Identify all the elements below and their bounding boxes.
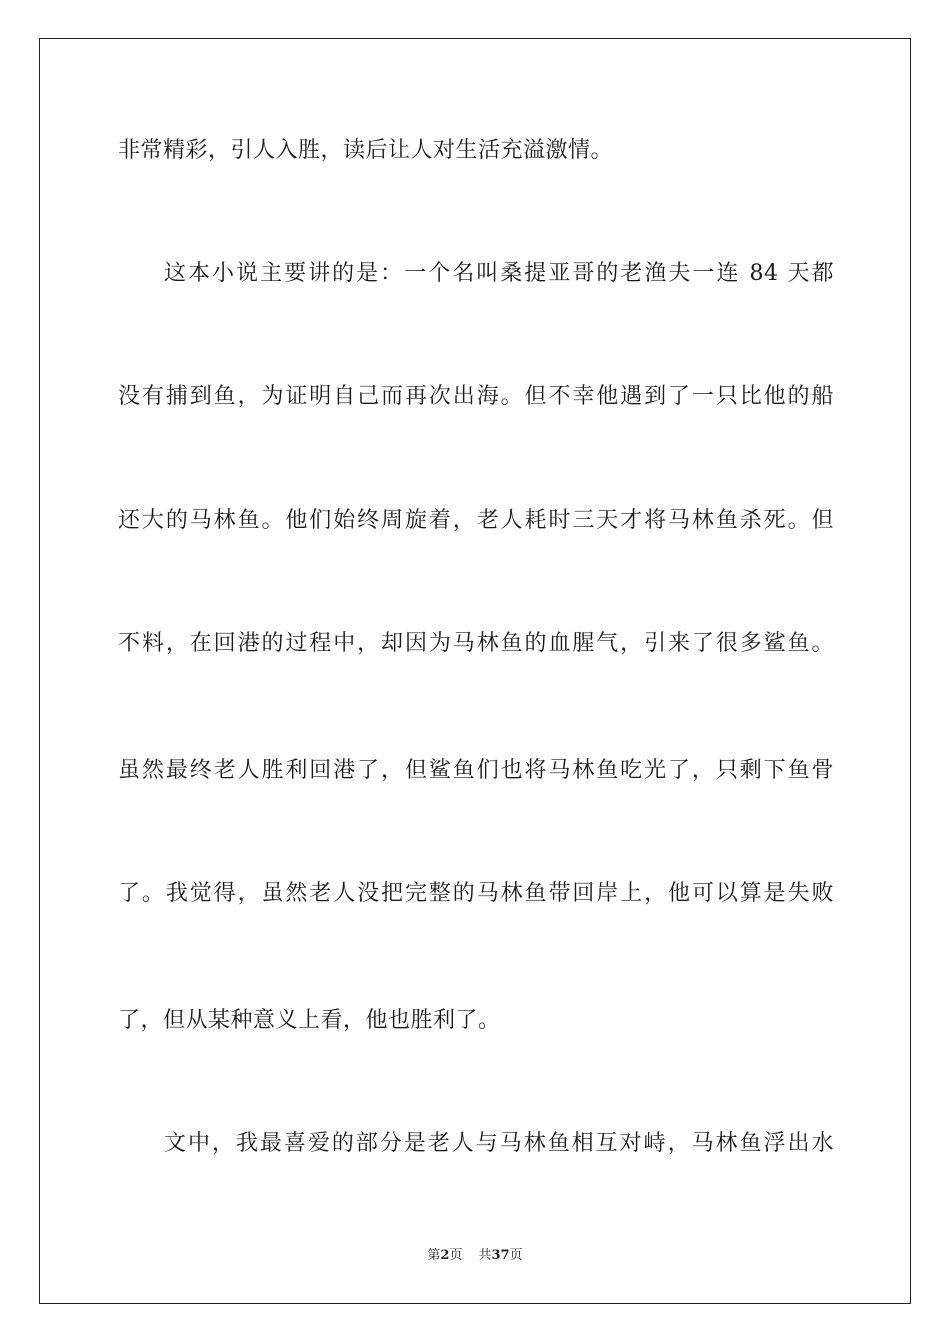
total-suffix: 页 <box>509 1248 523 1263</box>
text-line: 虽然最终老人胜利回港了，但鲨鱼们也将马林鱼吃光了，只剩下鱼骨 <box>118 758 834 783</box>
total-prefix: 共 <box>478 1248 492 1263</box>
total-pages: 37 <box>491 1248 510 1263</box>
page-prefix: 第 <box>427 1248 441 1263</box>
text-line: 非常精彩，引人入胜，读后让人对生活充溢激情。 <box>118 138 614 163</box>
text-line: 没有捕到鱼，为证明自己而再次出海。但不幸他遇到了一只比他的船 <box>118 384 834 409</box>
paragraph-start-line: 文中，我最喜爱的部分是老人与马林鱼相互对峙，马林鱼浮出水 <box>164 1131 834 1156</box>
page-footer <box>0 1247 950 1265</box>
text-line: 了，但从某种意义上看，他也胜利了。 <box>118 1008 501 1033</box>
page-border <box>39 38 911 1304</box>
page-number: 2 <box>440 1248 450 1263</box>
text-line: 还大的马林鱼。他们始终周旋着，老人耗时三天才将马林鱼杀死。但 <box>118 508 834 533</box>
page-suffix: 页 <box>449 1248 463 1263</box>
paragraph-start-line: 这本小说主要讲的是：一个名叫桑提亚哥的老渔夫一连 84 天都 <box>164 261 834 286</box>
text-line: 不料，在回港的过程中，却因为马林鱼的血腥气，引来了很多鲨鱼。 <box>118 631 834 656</box>
text-line: 了。我觉得，虽然老人没把完整的马林鱼带回岸上，他可以算是失败 <box>118 881 834 906</box>
